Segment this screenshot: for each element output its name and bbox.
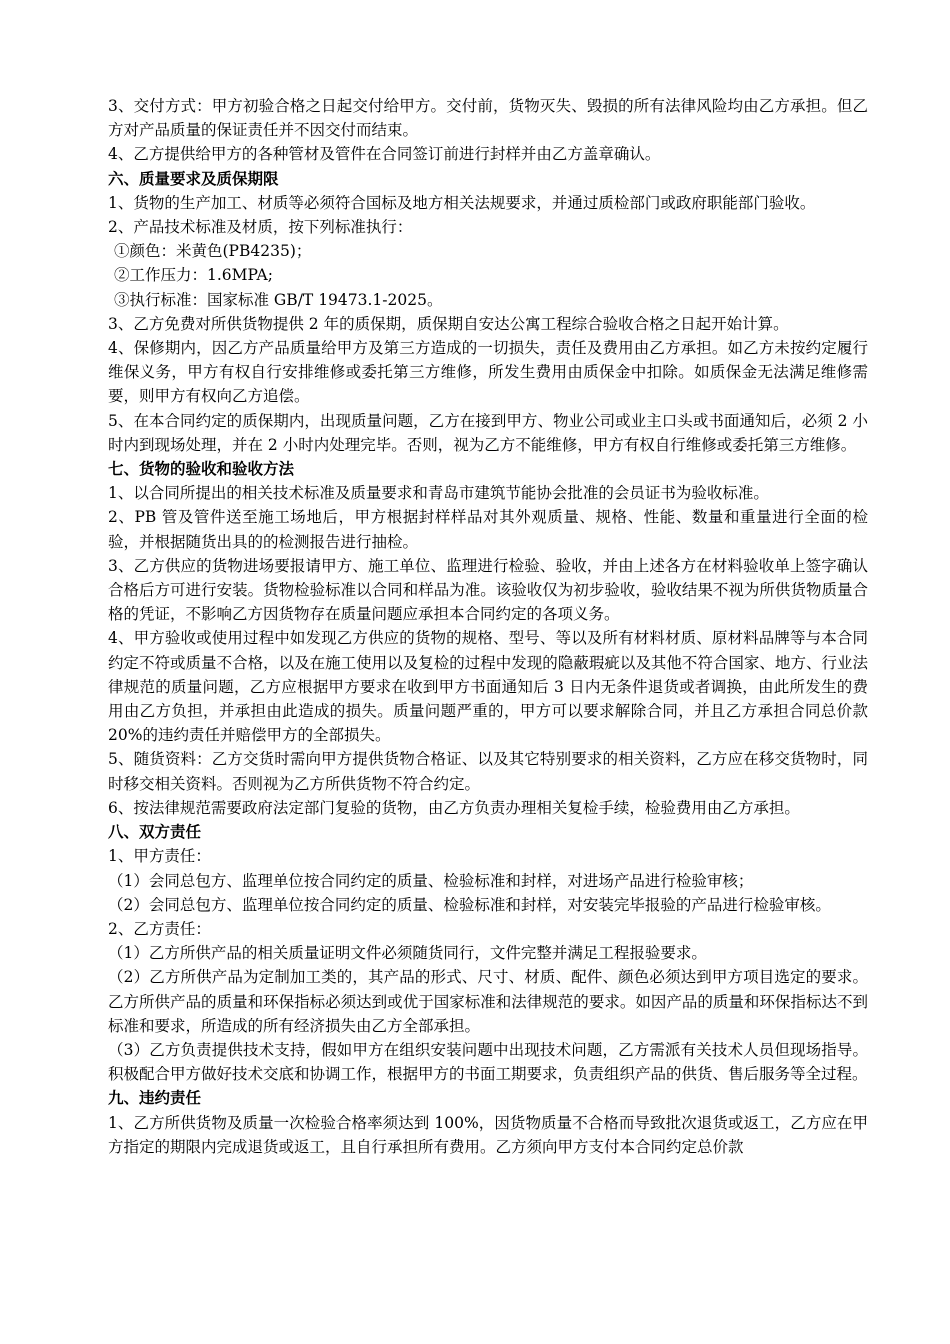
paragraph: 2、乙方责任： (108, 919, 211, 938)
paragraph: 2、产品技术标准及材质，按下列标准执行： (108, 218, 413, 237)
section-heading: 九、违约责任 (108, 1088, 202, 1108)
paragraph: 4、保修期内，因乙方产品质量给甲方及第三方造成的一切损失，责任及费用由乙方承担。如乙方未按约定履行维保义务，甲方有权自行安排维修或委托第三方维修，所发生费用由质保金中扣除。如质保金无法满足维修需要，则甲方有权向乙方追偿。 (108, 339, 868, 406)
paragraph: （2）乙方所供产品为定制加工类的，其产品的形式、尺寸、材质、配件、颜色必须达到甲方项目选定的要求。乙方所供产品的质量和环保指标必须达到或优于国家标准和法律规范的要求。如因产品的质量和环保指标达不到标准和要求，所造成的所有经济损失由乙方全部承担。 (108, 968, 868, 1035)
paragraph: 5、随货资料：乙方交货时需向甲方提供货物合格证、以及其它特别要求的相关资料，乙方应在移交货物时，同时移交相关资料。否则视为乙方所供货物不符合约定。 (108, 750, 868, 793)
paragraph: 3、交付方式：甲方初验合格之日起交付给甲方。交付前，货物灭失、毁损的所有法律风险均由乙方承担。但乙方对产品质量的保证责任并不因交付而结束。 (108, 97, 868, 140)
paragraph: （3）乙方负责提供技术支持，假如甲方在组织安装问题中出现技术问题，乙方需派有关技术人员但现场指导。积极配合甲方做好技术交底和协调工作，根据甲方的书面工期要求，负责组织产品的供货、售后服务等全过程。 (108, 1040, 868, 1084)
paragraph: 4、甲方验收或使用过程中如发现乙方供应的货物的规格、型号、等以及所有材料材质、原材料品牌等与本合同约定不符或质量不合格，以及在施工使用以及复检的过程中发现的隐蔽瑕疵以及其他不符合国家、地方、行业法律规范的质量问题，乙方应根据甲方要求在收到甲方书面通知后 3 日内无条件退货或者调换，由此所发生的费用由乙方负担，并承担由此造成的损失。质量问题严重的，甲方可以要求解除合同，并且乙方承担合同总价款 20%的违约责任并赔偿甲方的全部损失。 (108, 629, 868, 745)
section-heading: 七、货物的验收和验收方法 (108, 459, 295, 479)
paragraph: 1、乙方所供货物及质量一次检验合格率须达到 100%，因货物质量不合格而导致批次退货或返工，乙方应在甲方指定的期限内完成退货或返工，且自行承担所有费用。乙方须向甲方支付本合同约定总价款 (108, 1113, 868, 1156)
paragraph: （2）会同总包方、监理单位按合同约定的质量、检验标准和封样，对安装完毕报验的产品进行检验审核。 (108, 895, 831, 914)
paragraph: 1、以合同所提出的相关技术标准及质量要求和青岛市建筑节能协会批准的会员证书为验收标准。 (108, 484, 769, 503)
paragraph: 3、乙方供应的货物进场要报请甲方、施工单位、监理进行检验、验收，并由上述各方在材料验收单上签字确认合格后方可进行安装。货物检验标准以合同和样品为准。该验收仅为初步验收，验收结果不视为所供货物质量合格的凭证，不影响乙方因货物存在质量问题应承担本合同约定的各项义务。 (108, 556, 868, 624)
paragraph: 2、PB 管及管件送至施工场地后，甲方根据封样样品对其外观质量、规格、性能、数量和重量进行全面的检验，并根据随货出具的的检测报告进行抽检。 (108, 508, 868, 551)
list-item: ①颜色：米黄色(PB4235)； (114, 242, 312, 261)
list-item: ②工作压力：1.6MPA; (114, 266, 273, 285)
paragraph: 1、货物的生产加工、材质等必须符合国标及地方相关法规要求，并通过质检部门或政府职能部门验收。 (108, 193, 816, 212)
document-page (108, 94, 868, 1159)
paragraph: 3、乙方免费对所供货物提供 2 年的质保期，质保期自安达公寓工程综合验收合格之日起开始计算。 (108, 314, 789, 333)
paragraph: （1）乙方所供产品的相关质量证明文件必须随货同行，文件完整并满足工程报验要求。 (108, 944, 707, 963)
section-heading: 六、质量要求及质保期限 (108, 168, 279, 188)
paragraph: （1）会同总包方、监理单位按合同约定的质量、检验标准和封样，对进场产品进行检验审核； (108, 871, 754, 890)
paragraph: 1、甲方责任： (108, 847, 211, 866)
section-heading: 八、双方责任 (108, 822, 202, 842)
paragraph: 4、乙方提供给甲方的各种管材及管件在合同签订前进行封样并由乙方盖章确认。 (108, 145, 661, 164)
paragraph: 6、按法律规范需要政府法定部门复验的货物，由乙方负责办理相关复检手续，检验费用由乙方承担。 (108, 798, 800, 817)
paragraph: 5、在本合同约定的质保期内，出现质量问题，乙方在接到甲方、物业公司或业主口头或书面通知后，必须 2 小时内到现场处理，并在 2 小时内处理完毕。否则，视为乙方不能维修，甲方有权自行维修或委托第三方维修。 (108, 411, 868, 454)
list-item: ③执行标准：国家标准 GB/T 19473.1-2025。 (114, 290, 443, 309)
